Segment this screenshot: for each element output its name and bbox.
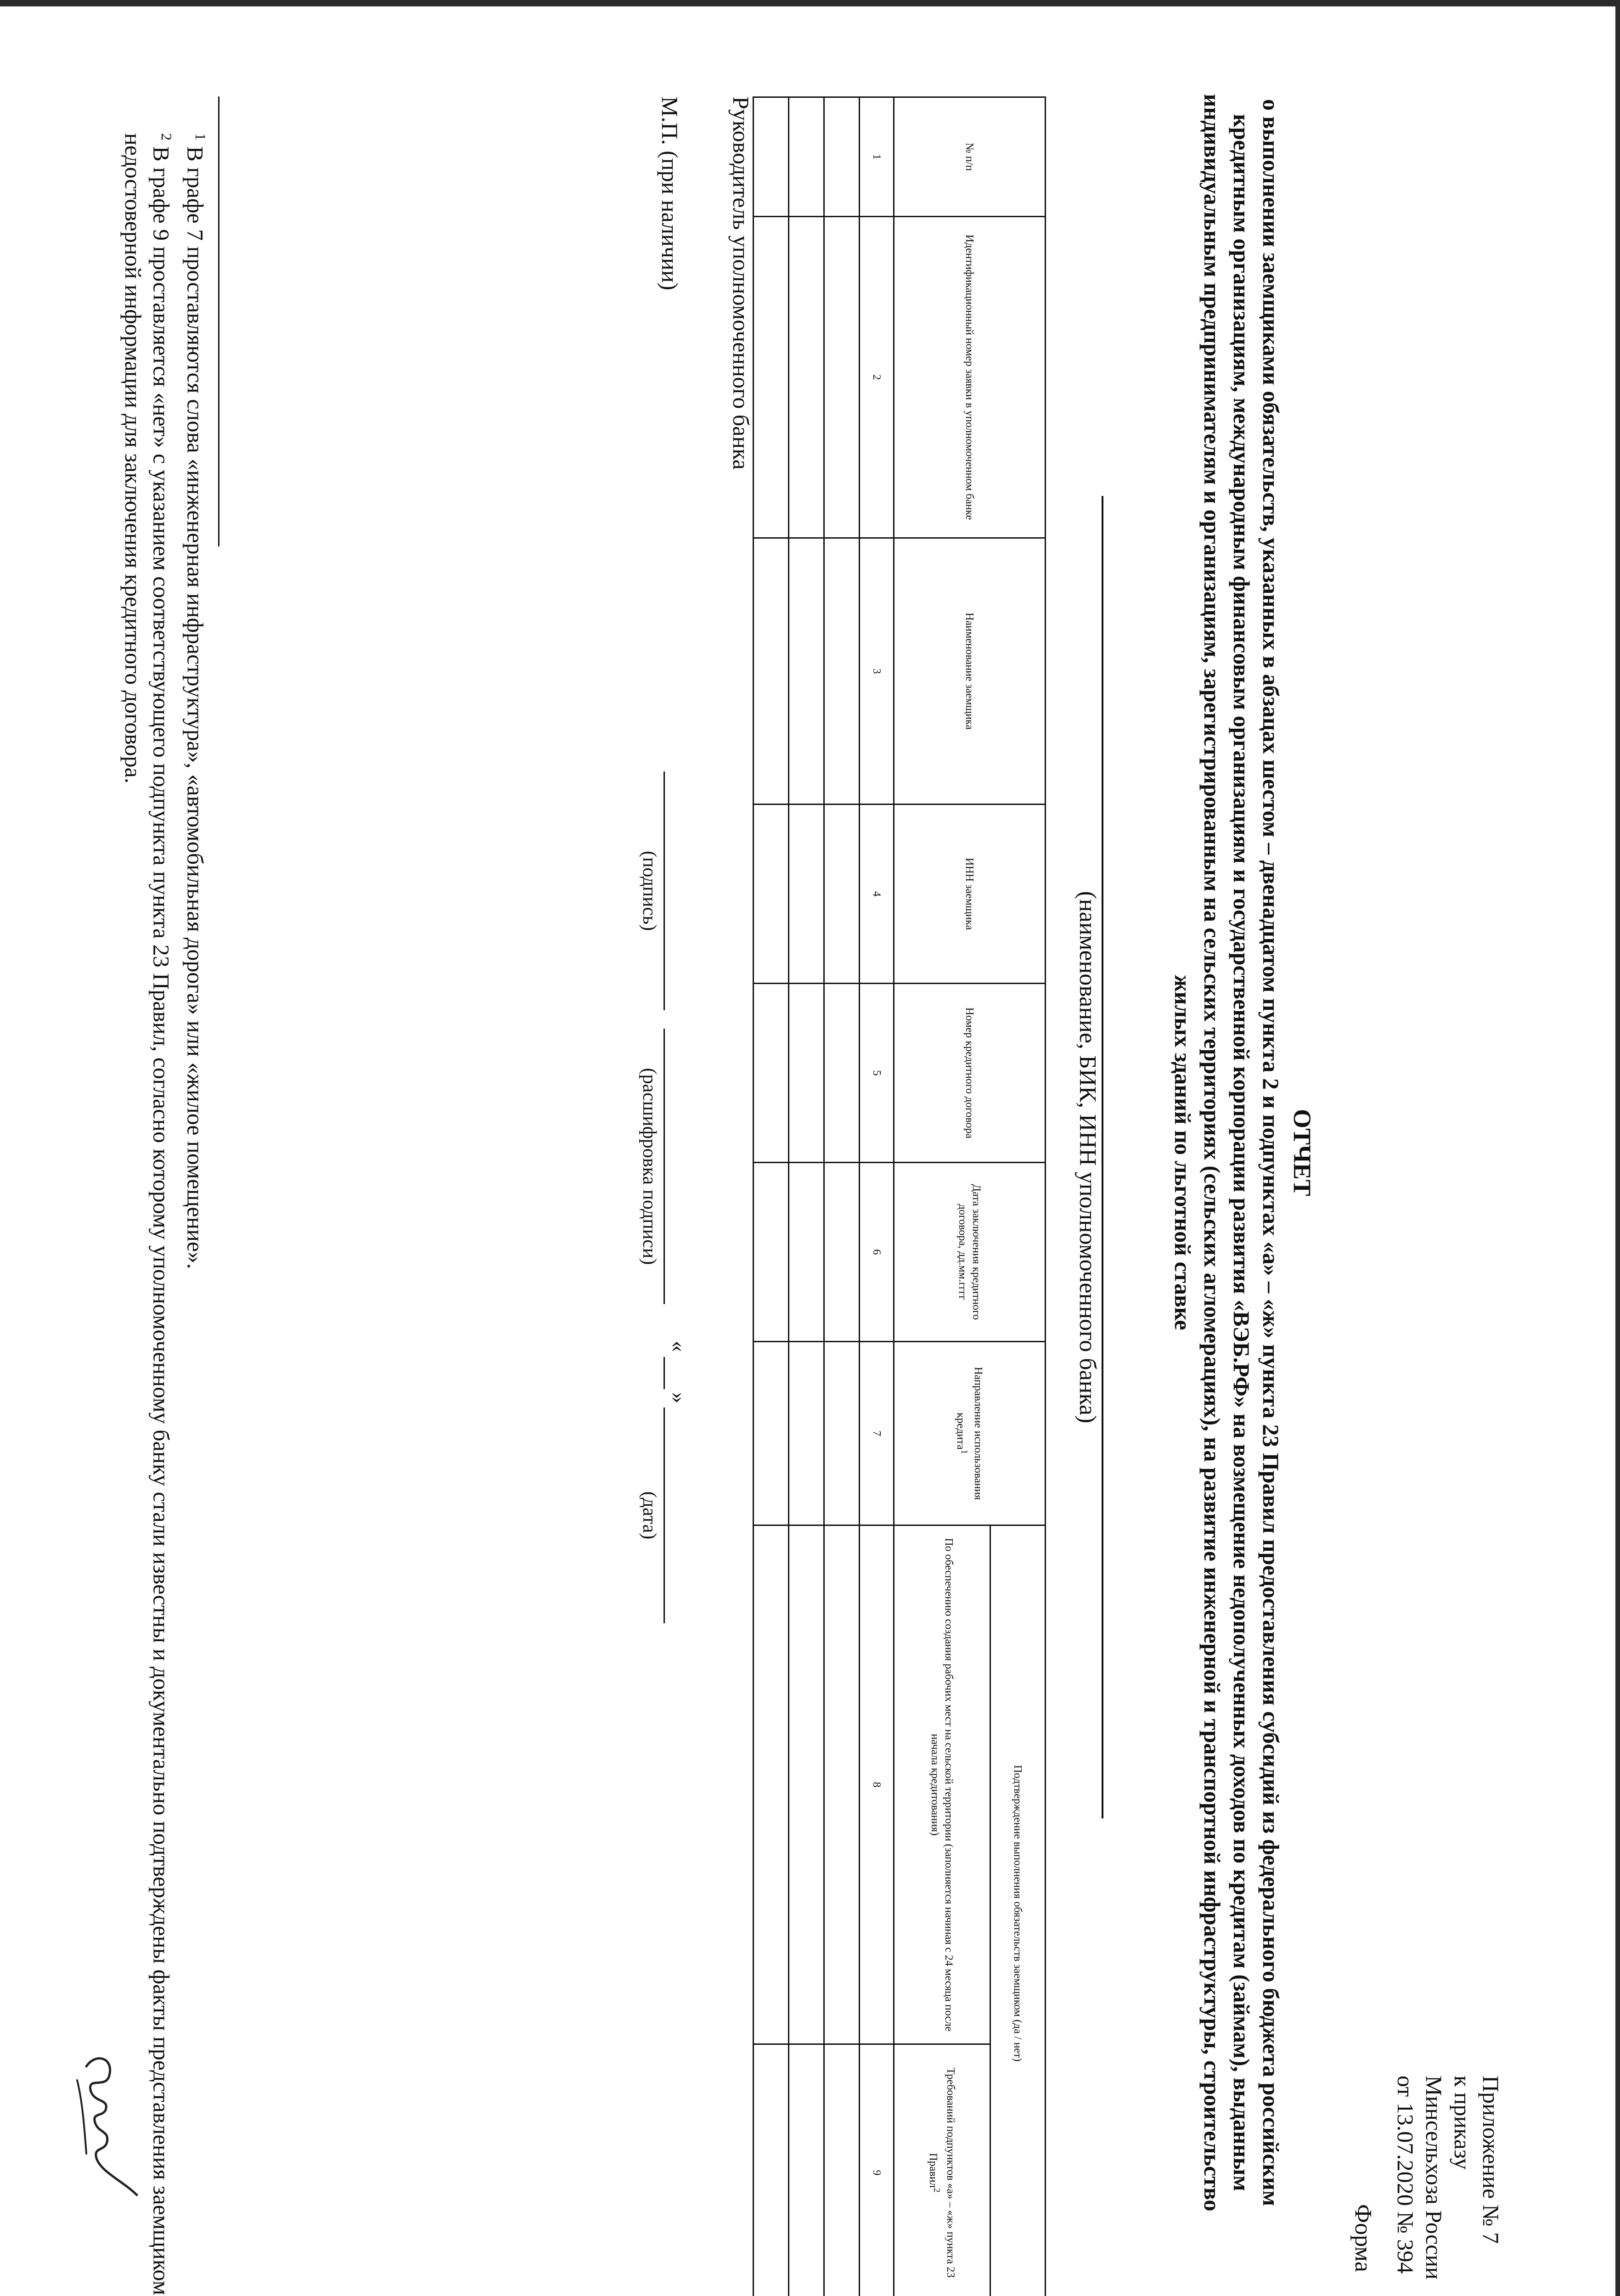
date-day-line[interactable] [664,1357,665,1389]
column-header-credit-direction-text: Направление использования кредита [955,1367,984,1500]
footnote-2-marker: 2 [158,133,175,141]
date-line[interactable] [664,1407,665,1623]
signature-line[interactable] [664,771,665,1010]
footnote-ref-2: 2 [932,2188,942,2193]
date-quote-close: » [667,1392,691,1403]
name-decode-line[interactable] [664,1029,665,1304]
column-header-application-id: Идентификационный номер заявки в уполномоченном банке [894,217,1046,538]
column-header-number: № п/п [894,97,1046,217]
bank-name-caption: (наименование, БИК, ИНН уполномоченного банка) [1074,891,1101,1424]
bank-head-label: Руководитель уполномоченного банка [728,96,754,470]
column-group-obligations-confirmation: Подтверждение выполнения обязательств заемщиком (да / нет) [990,1525,1046,2296]
column-number: 4 [860,805,894,984]
footnote-1 [181,96,215,2296]
footnote-ref-1: 1 [959,1449,970,1454]
column-header-borrower-inn: ИНН заемщика [894,805,1046,984]
date-caption: (дата) [639,1491,660,1540]
column-header-borrower-name: Наименование заемщика [894,538,1046,805]
footnote-1-text: В графе 7 проставляются слова «инженерная инфраструктура», «автомобильная дорога» или «жилое помещение». [182,146,208,1269]
column-header-contract-date: Дата заключения кредитного договора, дд.мм.гггг [894,1163,1046,1342]
column-number: 3 [860,538,894,805]
report-title-text: о выполнении заемщиками обязательств, указанных в абзацах шестом – двенадцатом пункта 2 и подпунктах «а» – «ж» пункта 23 Правил предоставления субсидий из федерального бюджета российским кредитным организациям, международным финансовым организациям и государственной корпорации развития «ВЭБ.РФ» на возмещение недополученных доходов по кредитам (займам), выданным индивидуальным предпринимателям и организациям, зарегистрированным на сельских территориях (сельских агломерациях), на развитие инженерной и транспортной инфраструктуры, строительство жилых зданий по льготной ставке [1170,94,1284,2212]
footnote-2-text: В графе 9 проставляется «нет» с указанием соответствующего подпункта пункта 23 Правил, согласно которому уполномоченному банку стали известны и документально подтверждены факты представления заемщиком недостоверной информации для заключения кредитного договора. [120,133,174,2296]
appendix-line-3: от 13.07.2020 № 394 [1393,2076,1418,2274]
column-header-requirements-text: Требований подпунктов «а» – «ж» пункта 23 Правил [927,2067,957,2278]
appendix-line-2: к приказу Минсельхоза России [1421,2076,1475,2279]
column-number: 8 [860,1525,894,2044]
handwritten-signature [63,2048,141,2200]
column-number: 6 [860,1163,894,1342]
column-header-contract-number: Номер кредитного договора [894,984,1046,1163]
footnote-separator [218,96,219,546]
signature-area [0,96,1620,2296]
column-header-jobs-creation: По обеспечению создания рабочих мест на сельской территории (заполняется начиная с 24 месяца после начала кредитования) [894,1525,990,2044]
stamp-label: М.П. (при наличии) [657,96,683,291]
column-number: 9 [860,2044,894,2296]
column-number: 5 [860,984,894,1163]
column-number: 1 [860,97,894,217]
signature-caption: (подпись) [639,850,660,931]
form-label: Форма [1350,2204,1376,2272]
footnotes [119,96,215,2296]
footnote-1-marker: 1 [192,133,209,141]
footnote-2 [119,96,181,2296]
column-number: 7 [860,1342,894,1525]
date-quote-open: « [667,1341,691,1352]
report-title-word: ОТЧЕТ [1288,1109,1316,1196]
appendix-line-1: Приложение № 7 [1478,2076,1504,2244]
column-number: 2 [860,217,894,538]
name-decode-caption: (расшифровка подписи) [639,1068,660,1265]
